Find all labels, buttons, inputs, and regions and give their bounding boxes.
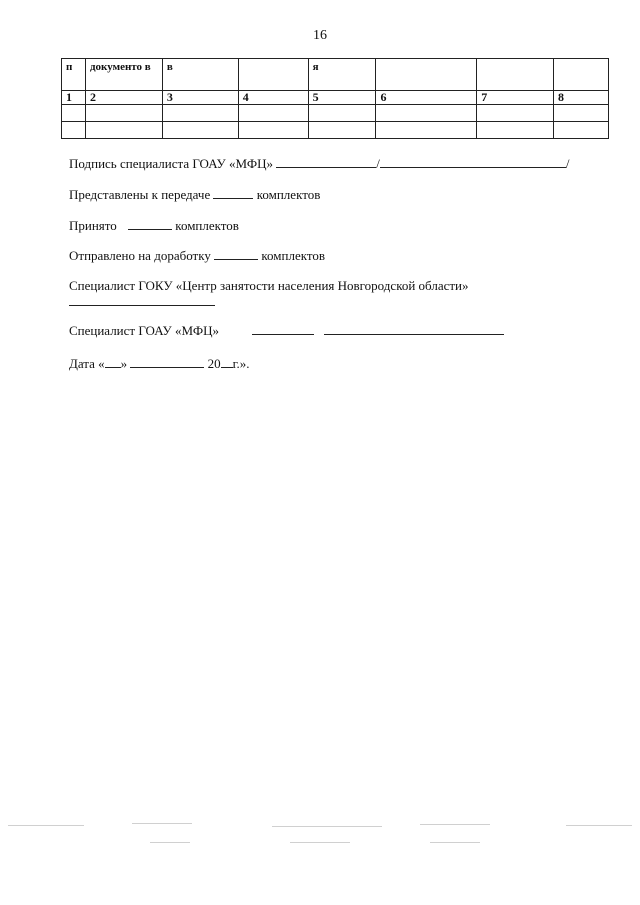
table-column-numbers-row xyxy=(62,91,609,105)
rework-label: Отправлено на доработку xyxy=(69,248,211,263)
table-row xyxy=(62,105,609,122)
date-prefix: Дата « xyxy=(69,356,105,371)
signature-end-slash: / xyxy=(565,156,570,171)
table-cell[interactable] xyxy=(554,122,609,139)
table-cell[interactable] xyxy=(85,122,162,139)
table-cell[interactable] xyxy=(162,122,238,139)
table-cell[interactable] xyxy=(162,105,238,122)
table-header-cell: п xyxy=(62,59,86,91)
mfc-specialist-line xyxy=(69,322,504,339)
mfc-specialist-label: Специалист ГОАУ «МФЦ» xyxy=(69,323,220,338)
column-number: 4 xyxy=(238,91,308,105)
rework-suffix: комплектов xyxy=(261,248,326,263)
date-line xyxy=(69,355,250,372)
column-number: 5 xyxy=(308,91,376,105)
submitted-suffix: комплектов xyxy=(256,187,321,202)
employment-center-signature-blank[interactable] xyxy=(69,293,215,306)
signature-separator: / xyxy=(376,156,380,171)
date-day-blank[interactable] xyxy=(105,355,121,368)
document-table xyxy=(61,58,609,139)
scan-noise xyxy=(0,820,640,850)
table-header-row xyxy=(62,59,609,91)
date-year-prefix: 20 xyxy=(207,356,221,371)
table-cell[interactable] xyxy=(376,105,477,122)
table-cell[interactable] xyxy=(62,105,86,122)
table-header-cell: документо в xyxy=(85,59,162,91)
submitted-label: Представлены к передаче xyxy=(69,187,211,202)
signature-label: Подпись специалиста ГОАУ «МФЦ» xyxy=(69,156,274,171)
table-header-cell: я xyxy=(308,59,376,91)
column-number: 6 xyxy=(376,91,477,105)
mfc-name-blank[interactable] xyxy=(324,322,504,335)
rework-count-blank[interactable] xyxy=(214,247,258,260)
date-year-blank[interactable] xyxy=(221,355,233,368)
table-header-cell xyxy=(376,59,477,91)
signature-name-blank[interactable] xyxy=(380,155,566,168)
table-row xyxy=(62,122,609,139)
column-number: 3 xyxy=(162,91,238,105)
submitted-count-blank[interactable] xyxy=(213,186,253,199)
table-cell[interactable] xyxy=(376,122,477,139)
employment-center-signature-line xyxy=(69,293,215,310)
date-month-blank[interactable] xyxy=(130,355,204,368)
submitted-line xyxy=(69,186,320,203)
column-number: 8 xyxy=(554,91,609,105)
column-number: 1 xyxy=(62,91,86,105)
table-cell[interactable] xyxy=(238,122,308,139)
table-cell[interactable] xyxy=(62,122,86,139)
table-cell[interactable] xyxy=(308,122,376,139)
column-number: 2 xyxy=(85,91,162,105)
accepted-label: Принято xyxy=(69,218,117,233)
mfc-signature-blank[interactable] xyxy=(252,322,314,335)
table-cell[interactable] xyxy=(477,105,554,122)
table-header-cell xyxy=(554,59,609,91)
signature-line xyxy=(69,155,570,172)
employment-center-specialist-label: Специалист ГОКУ «Центр занятости населения Новгородской области» xyxy=(69,278,469,293)
table-header-cell xyxy=(238,59,308,91)
table-cell[interactable] xyxy=(554,105,609,122)
signature-blank[interactable] xyxy=(276,155,376,168)
table-cell[interactable] xyxy=(477,122,554,139)
table-cell[interactable] xyxy=(308,105,376,122)
employment-center-specialist-line xyxy=(69,278,469,294)
accepted-count-blank[interactable] xyxy=(128,217,172,230)
rework-line xyxy=(69,247,325,264)
table-cell[interactable] xyxy=(85,105,162,122)
table-cell[interactable] xyxy=(238,105,308,122)
accepted-line xyxy=(69,217,239,234)
date-mid: » xyxy=(120,356,128,371)
column-number: 7 xyxy=(477,91,554,105)
table-header-cell: в xyxy=(162,59,238,91)
table-header-cell xyxy=(477,59,554,91)
accepted-suffix: комплектов xyxy=(175,218,239,233)
date-suffix: г.». xyxy=(232,356,250,371)
page-number: 16 xyxy=(313,28,327,43)
